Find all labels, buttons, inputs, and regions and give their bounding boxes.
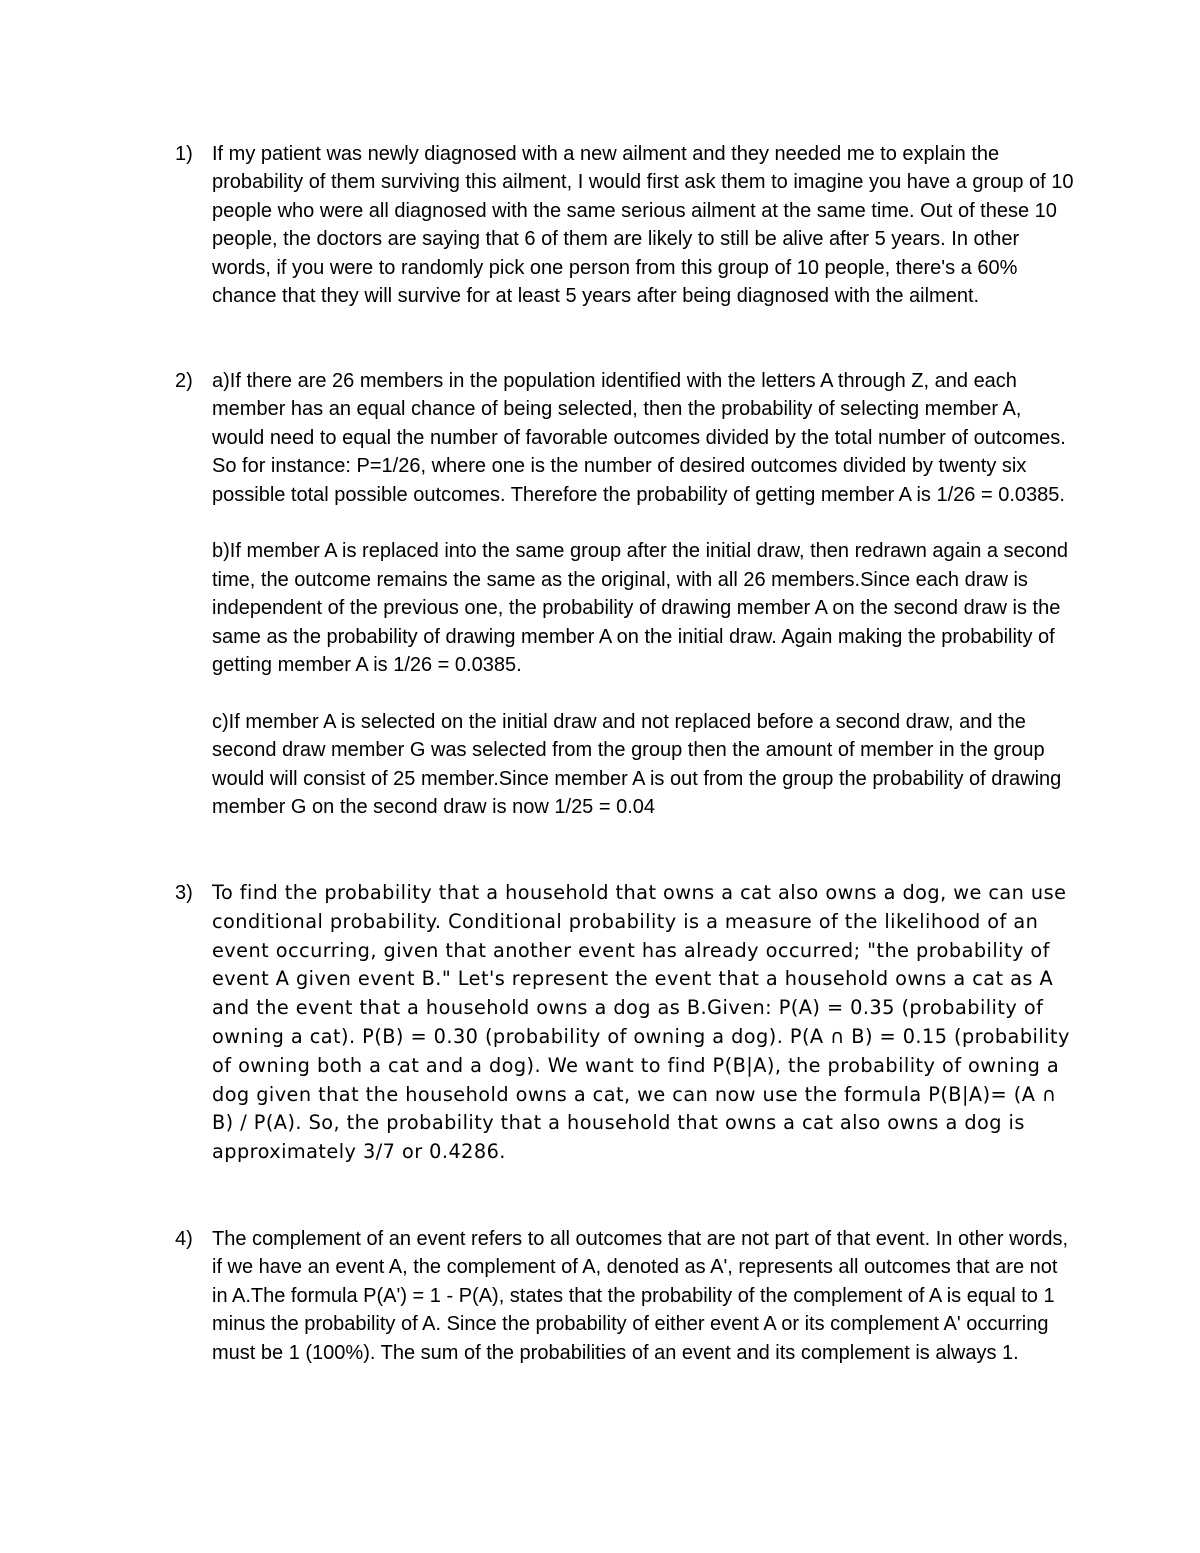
list-item-2 [175,367,1075,821]
item-body [212,140,1074,310]
item-body [212,879,1074,1167]
item-body [212,1225,1074,1367]
paragraph: c)If member A is selected on the initial draw and not replaced before a second draw, and the second draw member G was selected from the group then the amount of member in the group would will consist of 25 member.Since member A is out from the group the probability of drawing member G on the second draw is now 1/25 = 0.04 [212,710,1062,819]
list-item-3 [175,879,1075,1167]
paragraph: If my patient was newly diagnosed with a new ailment and they needed me to explain the probability of them surviving this ailment, I would first ask them to imagine you have a group of 10 people who were all diagnosed with the same serious ailment at the same time. Out of these 10 people, the doctors are saying that 6 of them are likely to still be alive after 5 years. In other words, if you were to randomly pick one person from this group of 10 people, there's a 60% chance that they will survive for at least 5 years after being diagnosed with the ailment. [212,143,1074,308]
paragraph: b)If member A is replaced into the same group after the initial draw, then redrawn again a second time, the outcome remains the same as the original, with all 26 members.Since each draw is independent of the previous one, the probability of drawing member A on the second draw is the same as the probability of drawing member A on the initial draw. Again making the probability of getting member A is 1/26 = 0.0385. [212,540,1069,677]
item-number: 4) [175,1228,193,1250]
list-item-1 [175,140,1075,310]
item-number: 2) [175,370,193,392]
item-body [212,367,1074,821]
paragraph: To find the probability that a household that owns a cat also owns a dog, we can use conditional probability. Conditional probability is a measure of the likelihood of an event occurring, given that another event has already occurred; "the probability of event A given event B." Let's represent the event that a household owns a cat as A and the event that a household owns a dog as B.Given: P(A) = 0.35 (probability of owning a cat). P(B) = 0.30 (probability of owning a dog). P(A ∩ B) = 0.15 (probability of owning both a cat and a dog). We want to find P(B|A), the probability of owning a dog given that the household owns a cat, we can now use the formula P(B|A)= (A ∩ B) / P(A). So, the probability that a household that owns a cat also owns a dog is approximately 3/7 or 0.4286. [212,881,1070,1164]
item-number: 1) [175,143,193,165]
paragraph: a)If there are 26 members in the population identified with the letters A through Z, and each member has an equal chance of being selected, then the probability of selecting member A, would need to equal the number of favorable outcomes divided by the total number of outcomes. So for instance: P=1/26, where one is the number of desired outcomes divided by twenty six possible total possible outcomes. Therefore the probability of getting member A is 1/26 = 0.0385. [212,370,1066,506]
list-item-4 [175,1225,1075,1367]
paragraph: The complement of an event refers to all outcomes that are not part of that event. In other words, if we have an event A, the complement of A, denoted as A', represents all outcomes that are not in A.The formula P(A') = 1 - P(A), states that the probability of the complement of A is equal to 1 minus the probability of A. Since the probability of either event A or its complement A' occurring must be 1 (100%). The sum of the probabilities of an event and its complement is always 1. [212,1228,1069,1364]
item-number: 3) [175,882,193,904]
